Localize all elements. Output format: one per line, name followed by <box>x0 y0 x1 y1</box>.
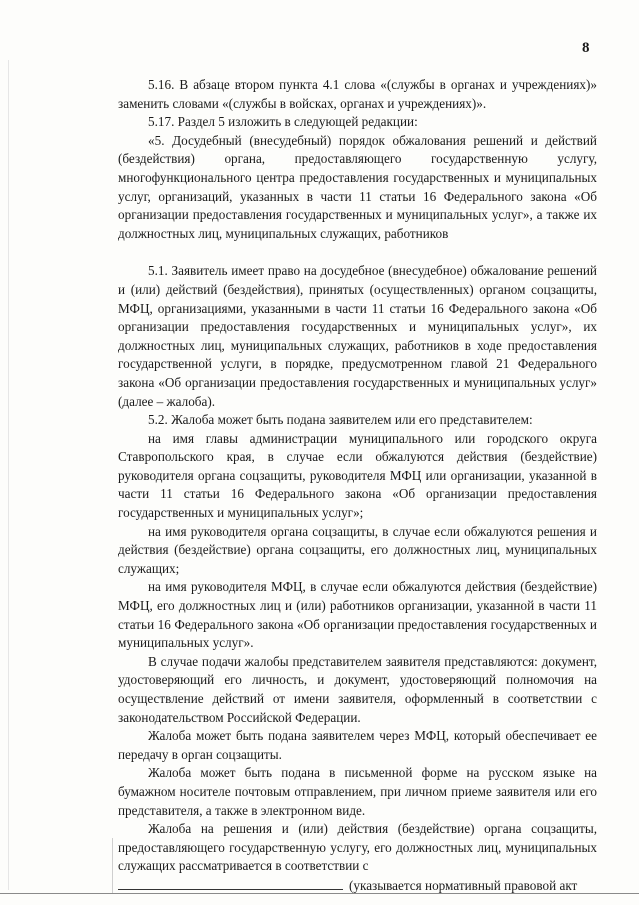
scan-margin-mark <box>112 838 113 893</box>
paragraph-written-form: Жалоба может быть подана в письменной форме на русском языке на бумажном носителе почтовым отправлением, при личном приеме заявителя или его представителя, а также в электронном виде. <box>118 765 597 818</box>
document-body <box>118 76 597 896</box>
paragraph-head-admin: на имя главы администрации муниципального или городского округа Ставропольского края, в случае если обжалуются действия (бездействие) руководителя органа соцзащиты, руководителя МФЦ или организации, указанной в части 11 статьи 16 Федерального закона «Об организации предоставления государственных и муниципальных услуг»; <box>118 430 597 521</box>
paragraph-5-2: 5.2. Жалоба может быть подана заявителем или его представителем: <box>148 412 533 428</box>
paragraph-head-mfc: на имя руководителя МФЦ, в случае если обжалуются действия (бездействие) МФЦ, его должностных лиц и (или) работников организации, указанной в части 11 статьи 16 Федерального закона «Об организации предоставления государственных и муниципальных услуг». <box>118 579 597 651</box>
final-line-text: (указывается нормативный правовой акт <box>349 877 578 893</box>
spacer <box>118 243 597 262</box>
page-number: 8 <box>582 40 590 56</box>
paragraph-consideration: Жалоба на решения и (или) действия (бездействие) органа соцзащиты, предоставляющего государственную услугу, его должностных лиц, муниципальных служащих рассматривается в соответствии с <box>118 821 597 874</box>
paragraph-representative: В случае подачи жалобы представителем заявителя представляются: документ, удостоверяющий его личность, и документ, удостоверяющий полномочия на осуществление действий от имени заявителя, оформленный в соответствии с законодательством Российской Федерации. <box>118 653 597 725</box>
paragraph-via-mfc: Жалоба может быть подана заявителем через МФЦ, который обеспечивает ее передачу в орган соцзащиты. <box>118 728 597 762</box>
paragraph-5-16: 5.16. В абзаце втором пункта 4.1 слова «(службы в органах и учреждениях)» заменить словами «(службы в войсках, органах и учреждениях)». <box>118 77 597 111</box>
section-5-heading: «5. Досудебный (внесудебный) порядок обжалования решений и действий (бездействия) органа, предоставляющего государственную услугу, многофункционального центра предоставления государственных и муниципальных услуг, организаций, указанных в части 11 статьи 16 Федерального закона «Об организации предоставления государственных и муниципальных услуг», а также их должностных лиц, муниципальных служащих, работников <box>118 132 597 241</box>
paragraph-5-17: 5.17. Раздел 5 изложить в следующей редакции: <box>148 114 418 130</box>
scan-margin-mark <box>8 60 9 890</box>
blank-underline <box>118 876 343 890</box>
scan-bottom-line <box>0 893 639 894</box>
paragraph-head-social: на имя руководителя органа соцзащиты, в случае если обжалуются решения и действия (бездействие) органа соцзащиты, его должностных лиц, муниципальных служащих; <box>118 523 597 576</box>
paragraph-5-1: 5.1. Заявитель имеет право на досудебное (внесудебное) обжалование решений и (или) действий (бездействия), принятых (осуществленных) органом соцзащиты, МФЦ, организациями, указанными в части 11 статьи 16 Федерального закона «Об организации предоставления государственных и муниципальных услуг», их должностных лиц, муниципальных служащих, работников в ходе предоставления государственной услуги, в порядке, предусмотренном главой 21 Федерального закона «Об организации предоставления государственных и муниципальных услуг» (далее – жалоба). <box>118 263 597 409</box>
